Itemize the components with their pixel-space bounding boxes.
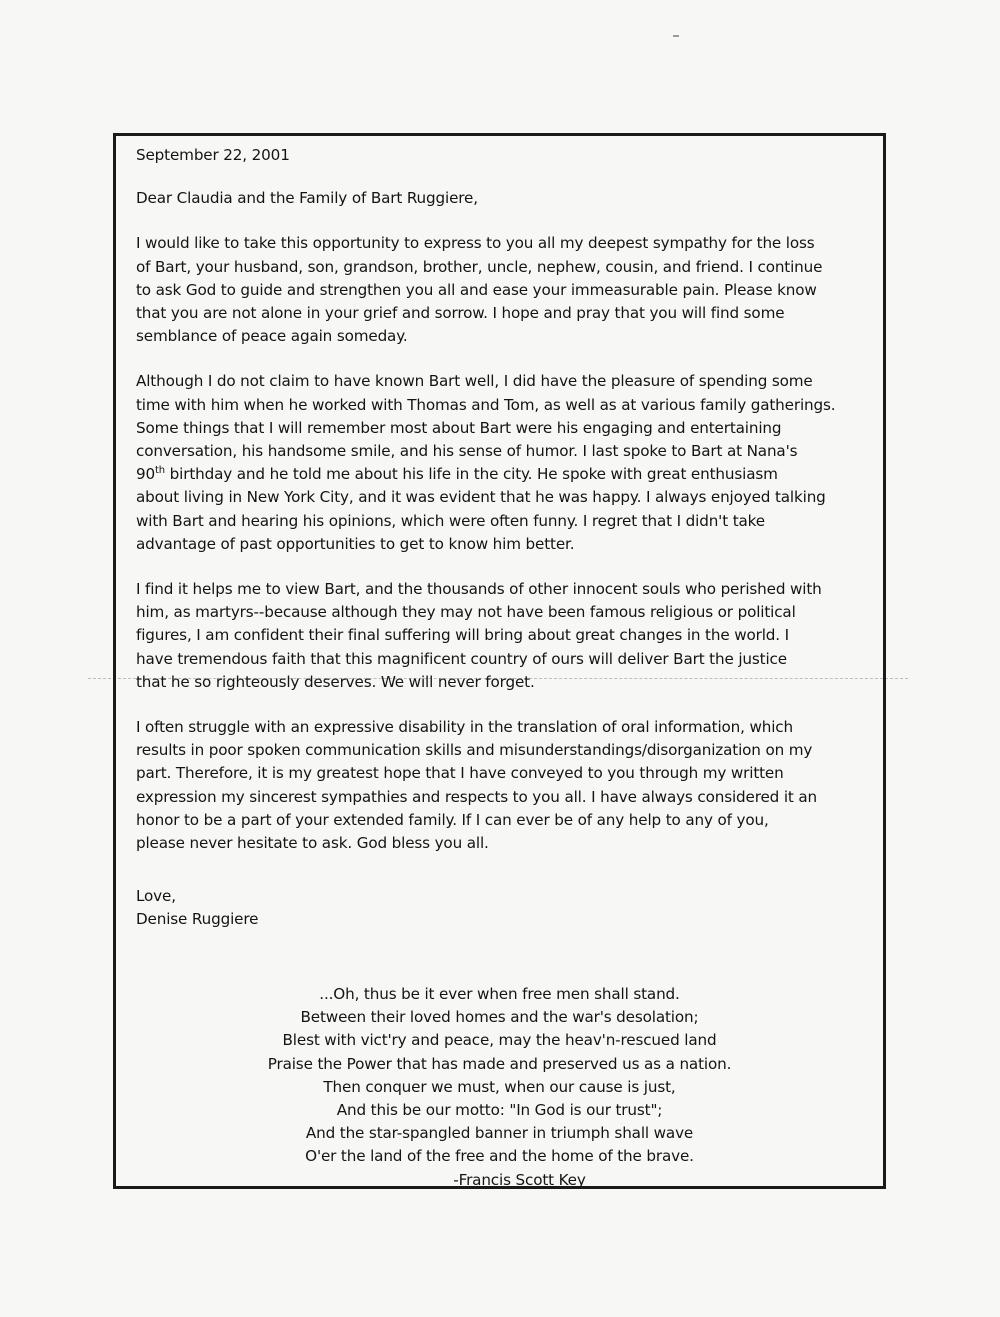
verse-line: ...Oh, thus be it ever when free men shall stand. [319,985,680,1003]
birthday-number: 90 [136,465,156,484]
text-line: Although I do not claim to have known Bart well, I did have the pleasure of spending some [136,372,813,391]
verse-line: O'er the land of the free and the home of the brave. [305,1147,694,1166]
text-line: have tremendous faith that this magnificent country of ours will deliver Bart the justice [136,649,787,668]
verse-line: Praise the Power that has made and preserved us as a nation. [267,1054,732,1073]
text-line: of Bart, your husband, son, grandson, brother, uncle, nephew, cousin, and friend. I continue [136,257,823,276]
paragraph-martyrs [136,578,866,694]
closing-word: Love, [136,887,176,906]
verse-line: And this be our motto: "In God is our trust"; [336,1101,663,1120]
birthday-rest: birthday and he told me about his life in the city. He spoke with great enthusiasm [165,465,778,484]
letter-body [136,144,866,932]
anthem-verse [116,983,883,1192]
text-line: that you are not alone in your grief and sorrow. I hope and pray that you will find some [136,304,785,323]
text-line: about living in New York City, and it was evident that he was happy. I always enjoyed talking [136,488,826,507]
signature-name: Denise Ruggiere [136,910,259,929]
verse-line: Then conquer we must, when our cause is just, [323,1077,676,1096]
verse-line: Between their loved homes and the war's desolation; [300,1008,699,1027]
letter-closing [136,885,866,931]
text-line: honor to be a part of your extended family. If I can ever be of any help to any of you, [136,810,769,829]
paragraph-memories [136,370,866,556]
text-line: please never hesitate to ask. God bless you all. [136,834,489,853]
text-line: results in poor spoken communication skills and misunderstandings/disorganization on my [136,741,813,760]
text-line: figures, I am confident their final suffering will bring about great changes in the world. I [136,626,789,645]
text-line: part. Therefore, it is my greatest hope that I have conveyed to you through my written [136,764,784,783]
text-line: I find it helps me to view Bart, and the thousands of other innocent souls who perished with [136,580,822,599]
paragraph-sympathy [136,232,866,348]
ordinal-suffix: th [155,465,165,477]
text-line: with Bart and hearing his opinions, which were often funny. I regret that I didn't take [136,511,765,530]
text-line: advantage of past opportunities to get to know him better. [136,534,575,553]
letter-salutation: Dear Claudia and the Family of Bart Ruggiere, [136,189,478,208]
letter-frame [113,133,886,1189]
text-line: to ask God to guide and strengthen you all and ease your immeasurable pain. Please know [136,280,817,299]
verse-attribution: -Francis Scott Key [453,1170,586,1189]
text-line: I would like to take this opportunity to express to you all my deepest sympathy for the loss [136,234,815,253]
scan-speck [673,35,679,37]
text-line: him, as martyrs--because although they may not have been famous religious or political [136,603,796,622]
verse-line: Blest with vict'ry and peace, may the heav'n-rescued land [282,1031,717,1050]
text-line: time with him when he worked with Thomas and Tom, as well as at various family gatherings. [136,395,836,414]
verse-line: And the star-spangled banner in triumph shall wave [305,1124,694,1143]
text-line: Some things that I will remember most about Bart were his engaging and entertaining [136,418,782,437]
text-line: conversation, his handsome smile, and his sense of humor. I last spoke to Bart at Nana's [136,442,798,461]
text-line: I often struggle with an expressive disability in the translation of oral information, which [136,718,793,737]
text-line: semblance of peace again someday. [136,327,408,346]
paragraph-expression [136,716,866,855]
text-line: that he so righteously deserves. We will never forget. [136,672,535,691]
text-line-birthday [136,463,866,486]
letter-date: September 22, 2001 [136,146,290,164]
text-line: expression my sincerest sympathies and respects to you all. I have always considered it an [136,787,818,806]
